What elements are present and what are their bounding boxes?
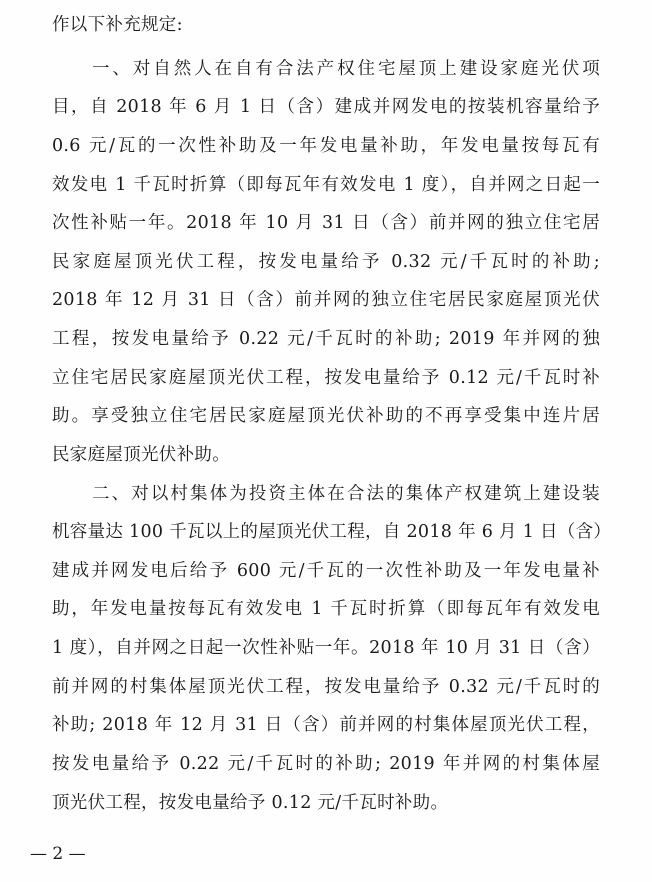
text-line-17: 1 度），自并网之日起一次性补贴一年。2018 年 10 月 31 日（含） [52, 638, 600, 658]
text-line-13: 二、对以村集体为投资主体在合法的集体产权建筑上建设装 [92, 484, 600, 504]
text-line-11: 助。享受独立住宅居民家庭屋顶光伏补助的不再享受集中连片居 [52, 406, 600, 426]
text-line-6: 次性补贴一年。2018 年 10 月 31 日（含）前并网的独立住宅居 [52, 213, 600, 233]
text-line-2: 一、对自然人在自有合法产权住宅屋顶上建设家庭光伏项 [92, 59, 600, 79]
text-line-15: 建成并网发电后给予 600 元/千瓦的一次性补助及一年发电量补 [52, 561, 600, 581]
text-line-12: 民家庭屋顶光伏补助。 [52, 445, 230, 465]
text-line-7: 民家庭屋顶光伏工程，按发电量给予 0.32 元/千瓦时的补助; [52, 252, 600, 272]
text-line-16: 助，年发电量按每瓦有效发电 1 千瓦时折算（即每瓦年有效发电 [52, 599, 600, 619]
text-line-10: 立住宅居民家庭屋顶光伏工程，按发电量给予 0.12 元/千瓦时补 [52, 368, 600, 388]
text-line-8: 2018 年 12 月 31 日（含）前并网的独立住宅居民家庭屋顶光伏 [52, 290, 600, 310]
text-line-14: 机容量达 100 千瓦以上的屋顶光伏工程，自 2018 年 6 月 1 日（含） [52, 522, 612, 542]
text-line-9: 工程，按发电量给予 0.22 元/千瓦时的补助; 2019 年并网的独 [52, 329, 600, 349]
text-line-1: 作以下补充规定: [52, 15, 183, 35]
text-line-3: 目，自 2018 年 6 月 1 日（含）建成并网发电的按装机容量给予 [52, 97, 600, 117]
text-line-19: 补助; 2018 年 12 月 31 日（含）前并网的村集体屋顶光伏工程， [52, 715, 600, 735]
text-line-4: 0.6 元/瓦的一次性补助及一年发电量补助，年发电量按每瓦有 [52, 136, 600, 156]
text-line-5: 效发电 1 千瓦时折算（即每瓦年有效发电 1 度），自并网之日起一 [52, 175, 600, 195]
text-line-20: 按发电量给予 0.22 元/千瓦时的补助; 2019 年并网的村集体屋 [52, 754, 600, 774]
page-number: — 2 — [30, 844, 86, 864]
text-line-18: 前并网的村集体屋顶光伏工程，按发电量给予 0.32 元/千瓦时的 [52, 677, 600, 697]
text-line-21: 顶光伏工程，按发电量给予 0.12 元/千瓦时补助。 [52, 793, 449, 813]
